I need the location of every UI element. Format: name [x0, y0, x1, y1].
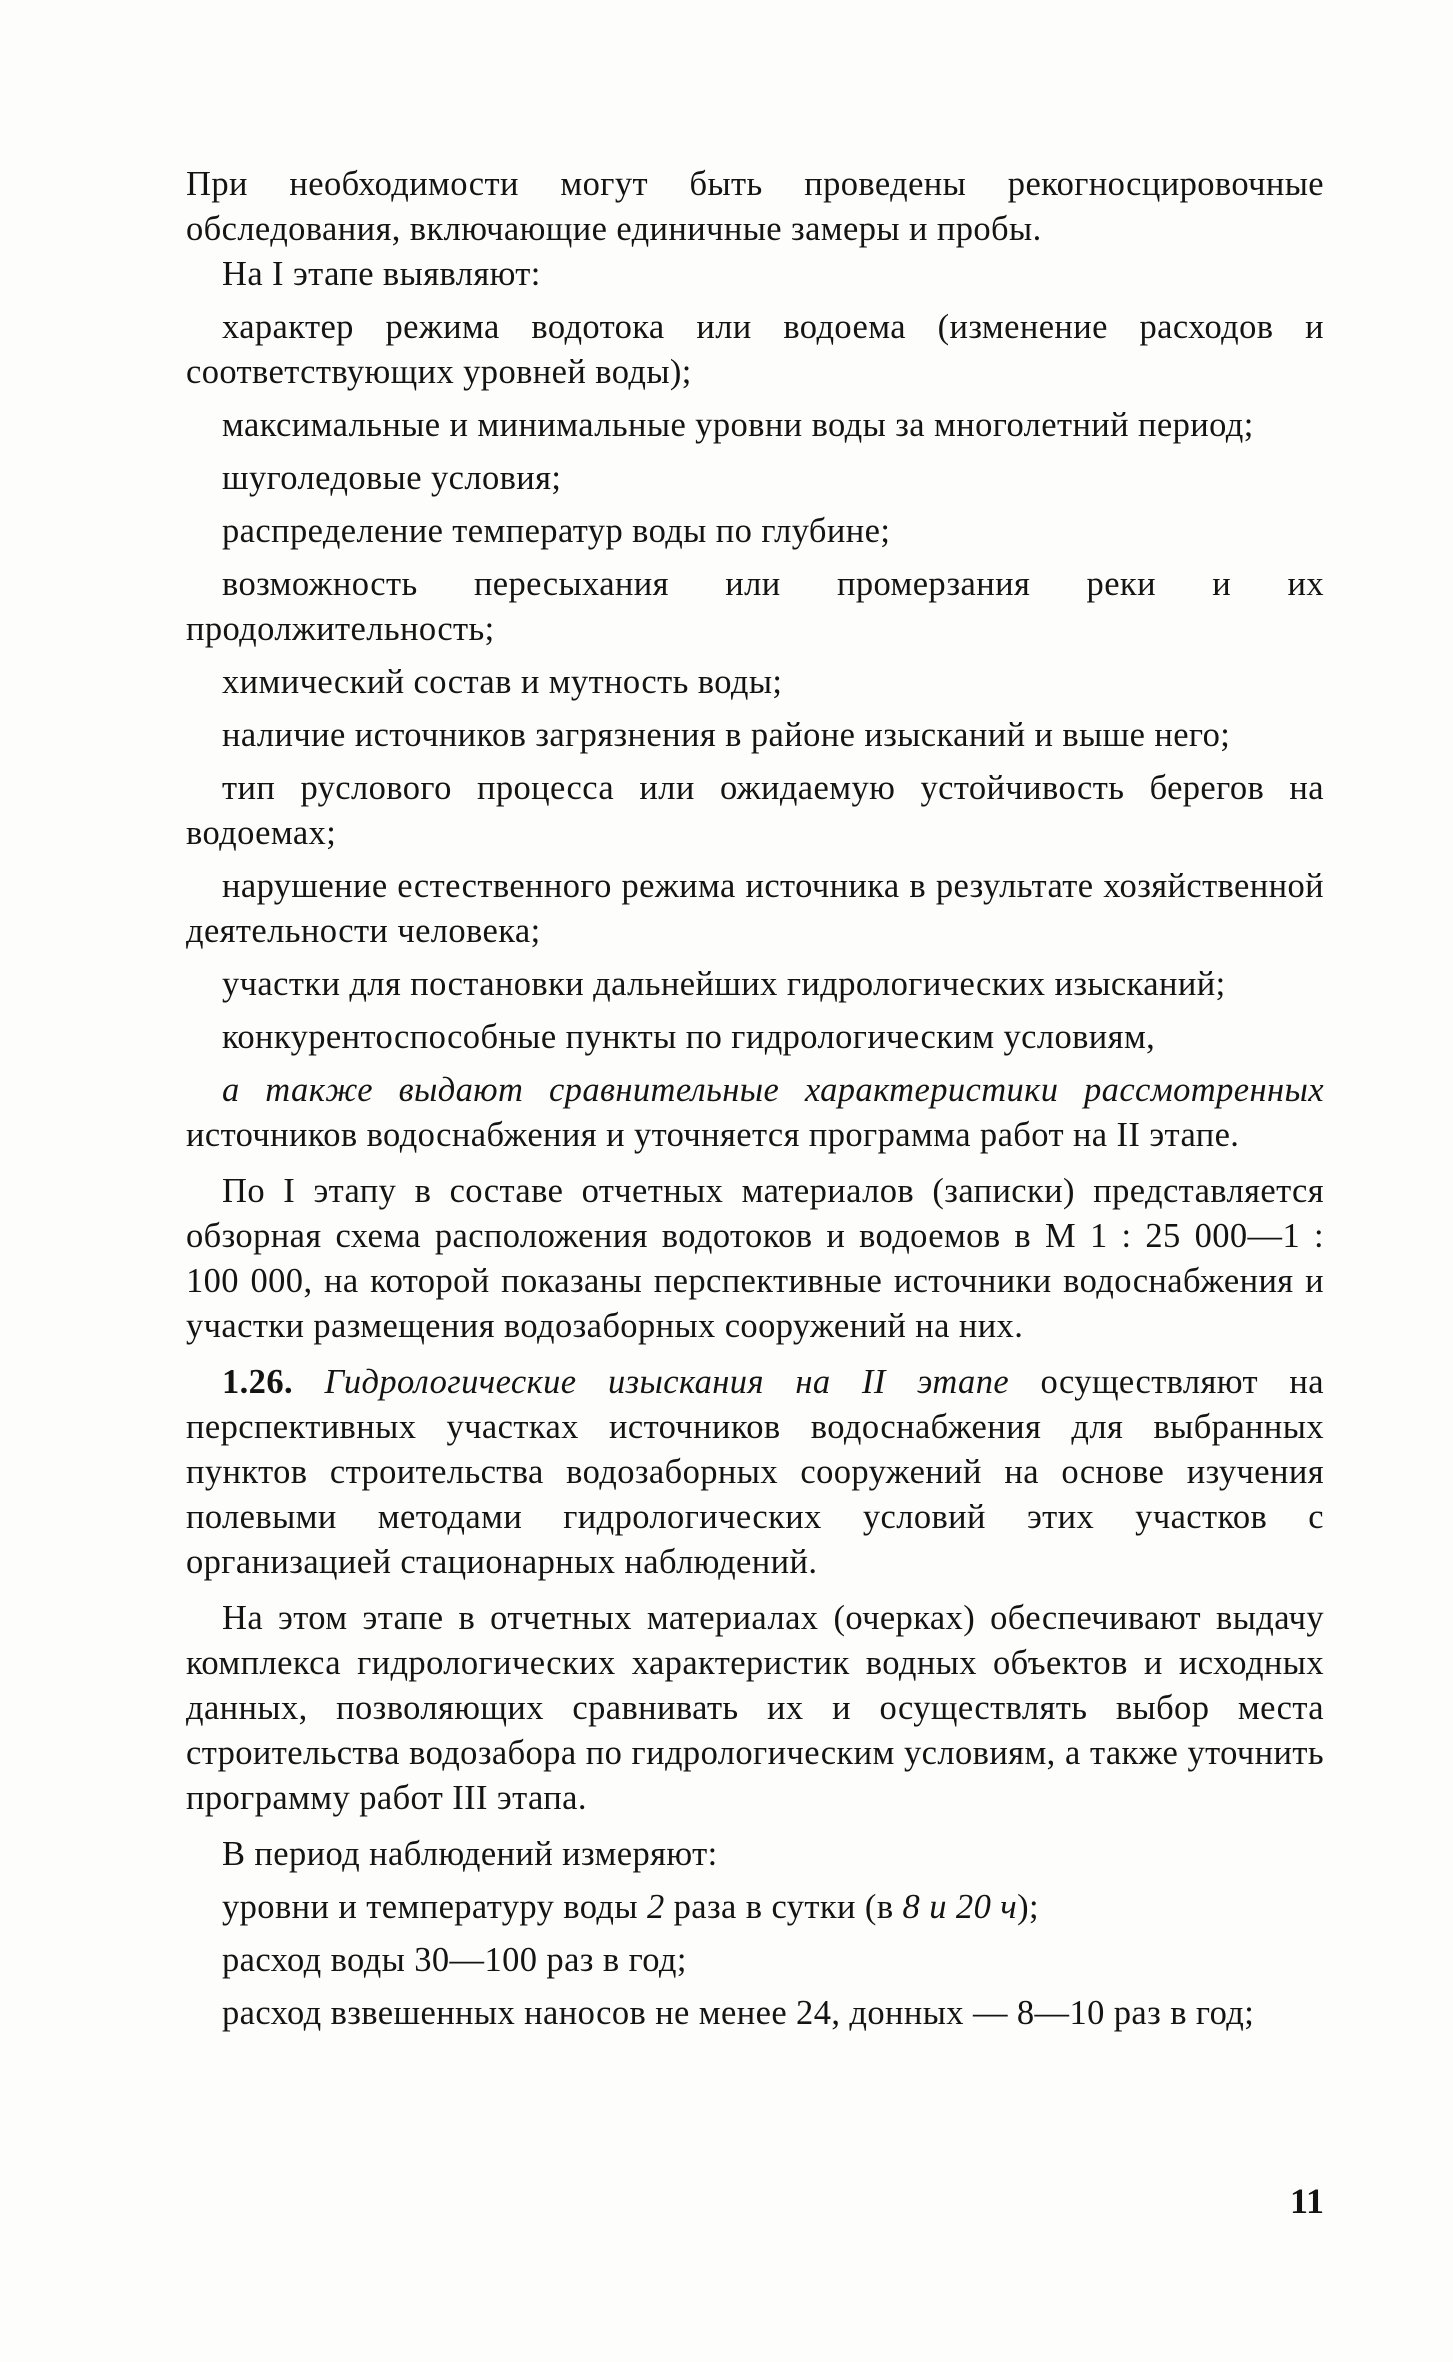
list-item-levels-temperature	[186, 1885, 1324, 1930]
levels-middle: раза в сутки (в	[673, 1888, 894, 1926]
list-item-water-levels: максимальные и минимальные уровни воды за многолетний период;	[222, 406, 1254, 444]
list-item-further-sites: участки для постановки дальнейших гидрологических изысканий;	[222, 965, 1226, 1003]
body-text	[186, 162, 1324, 2036]
list-item-regime: характер режима водотока или водоема (изменение расходов и соответствующих уровней воды);	[186, 308, 1324, 391]
levels-prefix: уровни и температуру воды	[222, 1888, 638, 1926]
paragraph-stage1-report: По I этапу в составе отчетных материалов (записки) представляется обзорная схема расположения водотоков и водоемов в М 1 : 25 000—1 : 100 000, на которой показаны перспективные источники водоснабжения и участки размещения водозаборных сооружений на них.	[186, 1172, 1324, 1345]
also-rest: источников водоснабжения и уточняется программа работ на II этапе.	[186, 1116, 1240, 1154]
paragraph-stage1-intro: На I этапе выявляют:	[222, 255, 541, 293]
list-item-pollution: наличие источников загрязнения в районе изысканий и выше него;	[222, 716, 1231, 754]
paragraph-also-issue	[186, 1068, 1324, 1158]
paragraph-observation-intro: В период наблюдений измеряют:	[222, 1835, 718, 1873]
levels-time-20: 20 ч	[955, 1888, 1018, 1926]
paragraph-reconnaissance: При необходимости могут быть проведены рекогносцировочные обследования, включающие единичные замеры и пробы.	[186, 165, 1324, 248]
paragraph-stage2-report: На этом этапе в отчетных материалах (очерках) обеспечивают выдачу комплекса гидрологических характеристик водных объектов и исходных данных, позволяющих сравнивать их и осуществлять выбор места строительства водозабора по гидрологическим условиям, а также уточнить программу работ III этапа.	[186, 1599, 1324, 1817]
list-item-sediment: расход взвешенных наносов не менее 24, донных — 8—10 раз в год;	[222, 1994, 1255, 2032]
section-lead: осуществляют на перспективных	[186, 1363, 1325, 1446]
list-item-human-impact: нарушение естественного режима источника в результате хозяйственной деятельности человека;	[186, 867, 1324, 950]
list-item-chemistry: химический состав и мутность воды;	[222, 663, 783, 701]
list-item-channel-process: тип руслового процесса или ожидаемую устойчивость берегов на водоемах;	[186, 769, 1324, 852]
paragraph-section-1-26	[186, 1360, 1324, 1585]
page-number: 11	[1289, 2181, 1324, 2221]
list-item-discharge: расход воды 30—100 раз в год;	[222, 1941, 687, 1979]
section-heading-italic: Гидрологические изыскания на II этапе	[324, 1363, 1010, 1401]
levels-suffix: );	[1017, 1888, 1039, 1926]
also-italic: а также выдают сравнительные характеристики рассмотренных	[222, 1071, 1324, 1109]
list-item-temperature: распределение температур воды по глубине;	[222, 512, 891, 550]
levels-conj: и	[929, 1888, 947, 1926]
levels-time-8: 8	[902, 1888, 921, 1926]
list-item-competitive-points: конкурентоспособные пункты по гидрологическим условиям,	[222, 1018, 1156, 1056]
levels-count: 2	[646, 1888, 665, 1926]
section-number: 1.26.	[222, 1363, 293, 1401]
list-item-drying-freezing: возможность пересыхания или промерзания реки и их продолжительность;	[186, 565, 1324, 648]
section-body: участках источников водоснабжения для выбранных пунктов строительства водозаборных сооружений на основе изучения полевыми методами гидрологических условий этих участков с организацией стационарных наблюдений.	[186, 1408, 1324, 1581]
list-item-ice-conditions: шуголедовые условия;	[222, 459, 562, 497]
